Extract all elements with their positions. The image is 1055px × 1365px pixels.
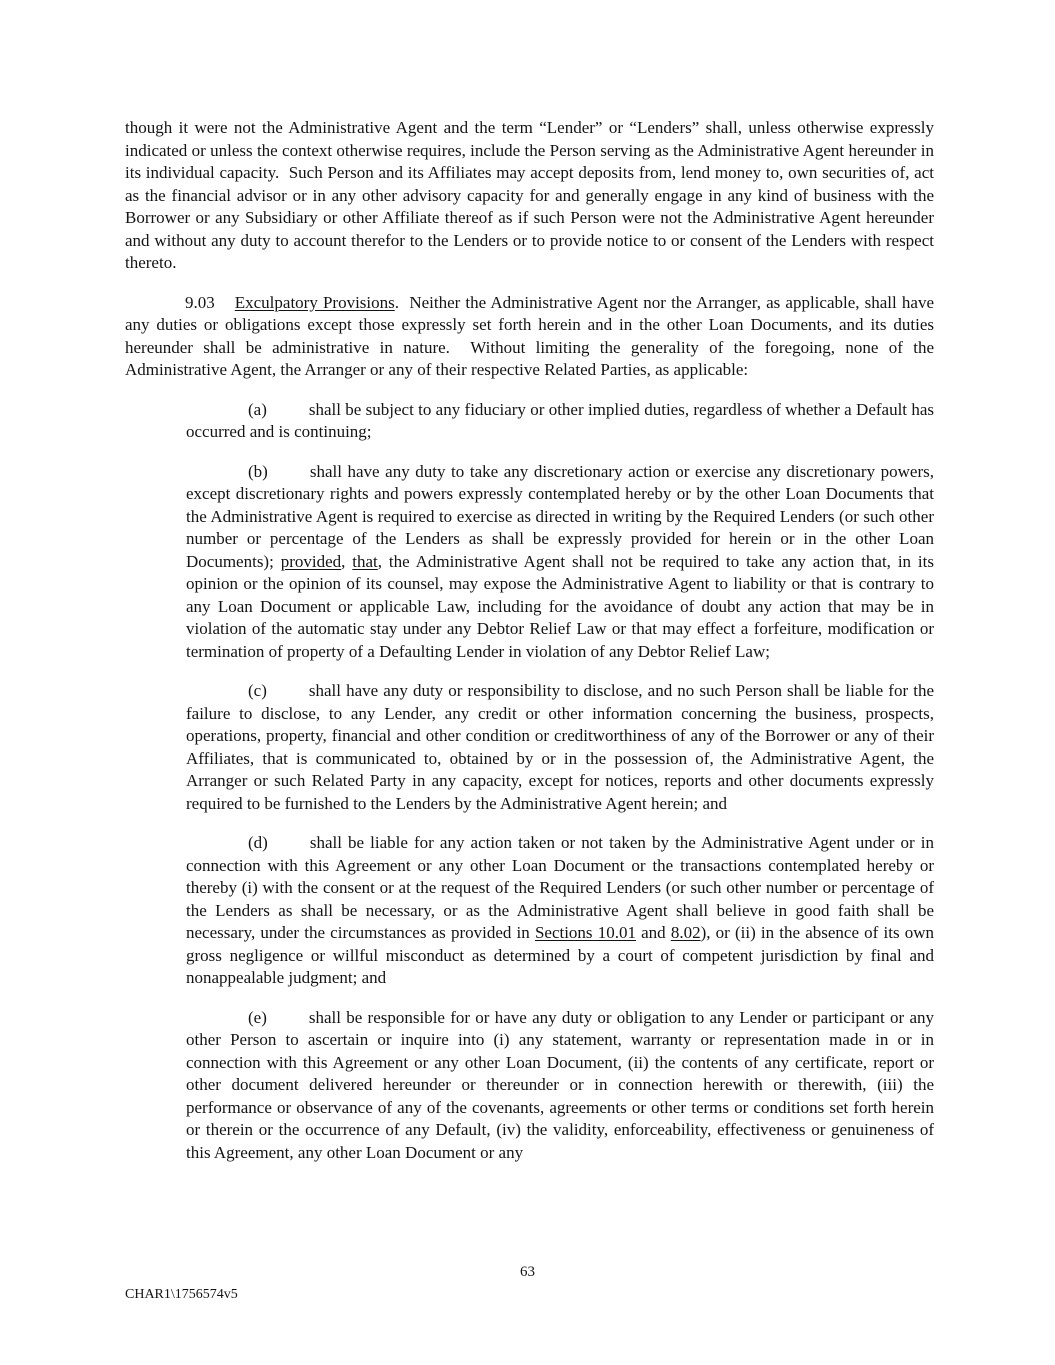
tab-spacer bbox=[267, 1022, 309, 1023]
text-run: (a) bbox=[248, 399, 267, 419]
text-run: , the Administrative Agent shall not be required to take any action that, in its opinion or the opinion of its counsel, may expose the Administrative Agent to liability or that is contrary to any Loan Document or applicable Law, including for the avoidance of doubt any action that may be in violation of the automatic stay under any Debtor Relief Law or that may effect a forfeiture, modification or termination of property of a Defaulting Lender in violation of any Debtor Relief Law; bbox=[186, 551, 934, 661]
text-run: , bbox=[341, 551, 353, 571]
document-body bbox=[125, 117, 934, 1181]
paragraph bbox=[186, 1007, 934, 1165]
text-run: shall be subject to any fiduciary or other implied duties, regardless of whether a Default has occurred and is continuing; bbox=[186, 399, 934, 441]
text-run: shall be responsible for or have any duty or obligation to any Lender or participant or any other Person to ascertain or inquire into (i) any statement, warranty or representation made in or in connection with this Agreement or any other Loan Document, (ii) the contents of any certificate, report or other document delivered hereunder or thereunder or in connection herewith or therewith, (iii) the performance or observance of any of the covenants, agreements or other terms or conditions set forth herein or therein or the occurrence of any Default, (iv) the validity, enforceability, effectiveness or genuineness of this Agreement, any other Loan Document or any bbox=[186, 1007, 934, 1162]
page-number: 63 bbox=[520, 1264, 535, 1280]
text-run: shall have any duty to take any discretionary action or exercise any discretionary powers, except discretionary rights and powers expressly contemplated hereby or by the other Loan Documents that the Administrative Agent is required to exercise as directed in writing by the Required Lenders (or such other number or percentage of the Lenders as shall be expressly provided for herein or in the other Loan Documents); bbox=[186, 461, 934, 571]
document-id: CHAR1\1756574v5 bbox=[125, 1287, 238, 1302]
paragraph bbox=[125, 117, 934, 275]
underlined-text: that bbox=[352, 551, 378, 571]
text-run: and bbox=[635, 923, 671, 942]
tab-spacer bbox=[268, 476, 310, 477]
underlined-text: provided bbox=[280, 551, 342, 571]
text-run: shall be liable for any action taken or not taken by the Administrative Agent under or in connection with this Agreement or any other Loan Document or the transactions contemplated hereby or thereby (i) with the consent or at the request of the Required Lenders (or such other number or percentage of the Lenders as shall be necessary, or as the Administrative Agent shall believe in good faith shall be necessary, under the circumstances as provided in bbox=[186, 833, 934, 942]
text-run: though it were not the Administrative Agent and the term “Lender” or “Lenders” shall, unless otherwise expressly indicated or unless the context otherwise requires, include the Person serving as the Administrative Agent hereunder in its individual capacity. Such Person and its Affiliates may accept deposits from, lend money to, own securities of, act as the financial advisor or in any other advisory capacity for and generally engage in any kind of business with the Borrower or any Subsidiary or other Affiliate thereof as if such Person were not the Administrative Agent hereunder and without any duty to account therefor to the Lenders or to provide notice to or consent of the Lenders with respect thereto. bbox=[125, 118, 934, 272]
text-run: . Neither the Administrative Agent nor the Arranger, as applicable, shall have any duties or obligations except those expressly set forth herein and in the other Loan Documents, and its duties hereunder shall be administrative in nature. Without limiting the generality of the foregoing, none of the Administrative Agent, the Arranger or any of their respective Related Parties, as applicable: bbox=[125, 292, 934, 379]
text-run: 9.03 bbox=[185, 292, 215, 312]
paragraph bbox=[186, 680, 934, 815]
tab-spacer bbox=[268, 847, 310, 848]
tab-spacer bbox=[267, 414, 309, 415]
text-run: (d) bbox=[248, 833, 268, 852]
underlined-text: Sections 10.01 bbox=[534, 923, 636, 942]
underlined-text: Exculpatory Provisions bbox=[234, 292, 395, 312]
text-run: shall have any duty or responsibility to disclose, and no such Person shall be liable for the failure to disclose, to any Lender, any credit or other information concerning the business, prospects, operations, property, financial and other condition or creditworthiness of any of the Borrower or any of their Affiliates, that is communicated to, obtained by or in the possession of, the Administrative Agent, the Arranger or such Related Party in any capacity, except for notices, reports and other documents expressly required to be furnished to the Lenders by the Administrative Agent herein; and bbox=[186, 681, 934, 813]
paragraph bbox=[186, 832, 934, 990]
underlined-text: 8.02 bbox=[670, 923, 701, 942]
paragraph bbox=[186, 461, 934, 664]
paragraph bbox=[186, 399, 934, 444]
text-run: (e) bbox=[248, 1007, 267, 1027]
tab-spacer bbox=[215, 307, 235, 308]
text-run: (c) bbox=[248, 681, 267, 700]
text-run: ), or (ii) in the absence of its own gross negligence or willful misconduct as determined by a court of competent jurisdiction by final and nonappealable judgment; and bbox=[186, 923, 935, 987]
paragraph bbox=[125, 292, 934, 382]
tab-spacer bbox=[267, 695, 309, 696]
text-run: (b) bbox=[248, 461, 268, 481]
